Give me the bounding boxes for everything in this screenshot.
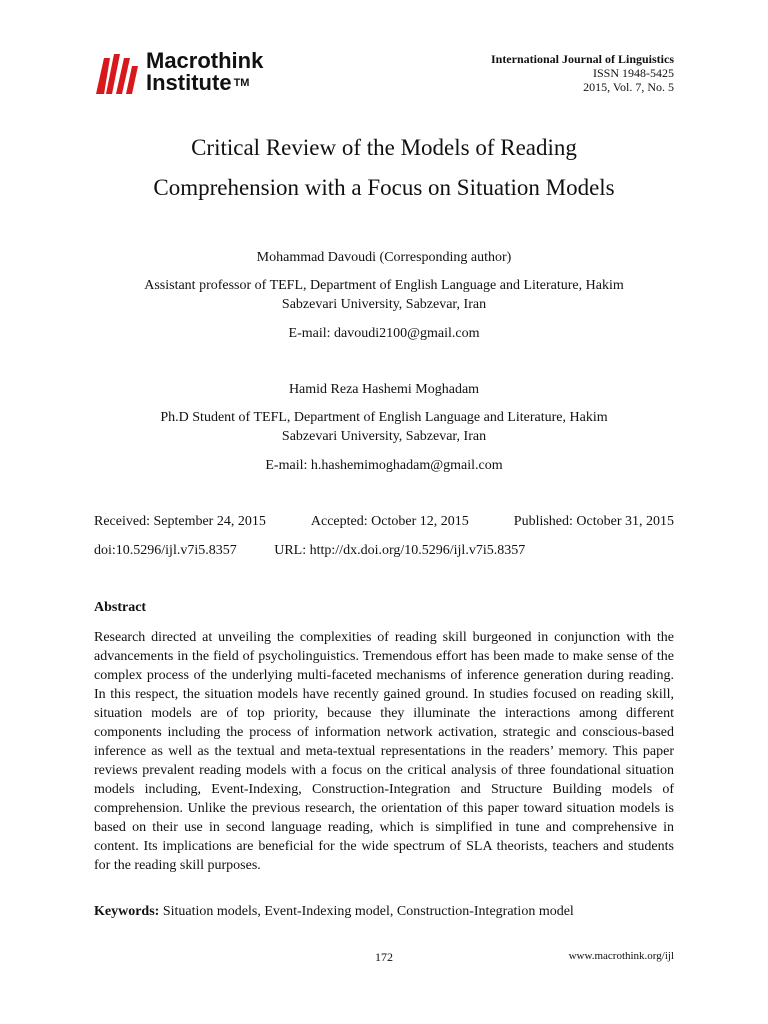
journal-name: International Journal of Linguistics	[490, 52, 674, 66]
author-2-affiliation	[94, 408, 674, 446]
page-number: 172	[375, 950, 393, 964]
author-1-name: Mohammad Davoudi (Corresponding author)	[256, 250, 512, 265]
author-1-affiliation	[94, 276, 674, 314]
title-line1: Critical Review of the Models of Reading	[191, 135, 577, 160]
author-2-name: Hamid Reza Hashemi Moghadam	[288, 382, 480, 397]
logo-wordmark	[146, 50, 263, 94]
abstract-text: Research directed at unveiling the complexities of reading skill burgeoned in conjunction with the advancements in the field of psycholinguistics. Tremendous effort has been made to make sense of the complex process of the underlying multi-faceted mechanisms of inference generation during reading. In this respect, the situation models have recently gained ground. In studies focused on reading skill, situation models are of top priority, because they illuminate the interactions among different components including the process of information network activation, strategic and conscious-based inference as well as the textual and meta-textual representations in the readers’ memory. This paper reviews prevalent reading models with a focus on the critical analysis of three foundational situation models including, Event-Indexing, Construction-Integration and Structure Building models of comprehension. Unlike the previous research, the orientation of this paper toward situation models is based on their use in second language reading, which is simplified in tune and comprehensive in content. Its implications are beneficial for the wide spectrum of SLA theorists, teachers and students for the reading skill purposes.	[94, 630, 674, 873]
keywords-label: Keywords:	[94, 904, 160, 919]
author-2-affiliation-line2: Sabzevari University, Sabzevar, Iran	[281, 429, 487, 444]
keywords	[94, 904, 574, 920]
journal-website[interactable]: www.macrothink.org/ijl	[568, 950, 674, 962]
author-2-affiliation-line1: Ph.D Student of TEFL, Department of English Language and Literature, Hakim	[160, 410, 608, 425]
paper-title	[94, 128, 674, 208]
logo-line1: Macrothink	[146, 48, 264, 73]
abstract-heading: Abstract	[94, 600, 147, 615]
author-1-email: E-mail: davoudi2100@gmail.com	[288, 326, 480, 341]
author-2-email: E-mail: h.hashemimoghadam@gmail.com	[265, 458, 503, 473]
doi-line	[94, 543, 525, 559]
title-line2: Comprehension with a Focus on Situation Models	[153, 175, 615, 200]
journal-info	[491, 52, 674, 94]
article-url[interactable]: URL: http://dx.doi.org/10.5296/ijl.v7i5.8357	[274, 543, 526, 558]
author-1-affiliation-line1: Assistant professor of TEFL, Department of English Language and Literature, Hakim	[144, 278, 624, 293]
keywords-value: Situation models, Event-Indexing model, Construction-Integration model	[162, 904, 574, 919]
journal-issn: ISSN 1948-5425	[592, 66, 674, 80]
article-dates	[94, 514, 674, 530]
received-date: Received: September 24, 2015	[94, 514, 266, 529]
doi: doi:10.5296/ijl.v7i5.8357	[94, 543, 237, 558]
accepted-date: Accepted: October 12, 2015	[310, 514, 469, 529]
logo-line2: Institute ™	[146, 70, 250, 95]
author-1-affiliation-line2: Sabzevari University, Sabzevar, Iran	[281, 297, 487, 312]
journal-volume: 2015, Vol. 7, No. 5	[583, 80, 674, 94]
logo-trademark: TM	[233, 77, 250, 89]
publisher-logo	[94, 50, 294, 96]
published-date: Published: October 31, 2015	[513, 514, 674, 529]
macrothink-logo-icon	[94, 50, 140, 96]
